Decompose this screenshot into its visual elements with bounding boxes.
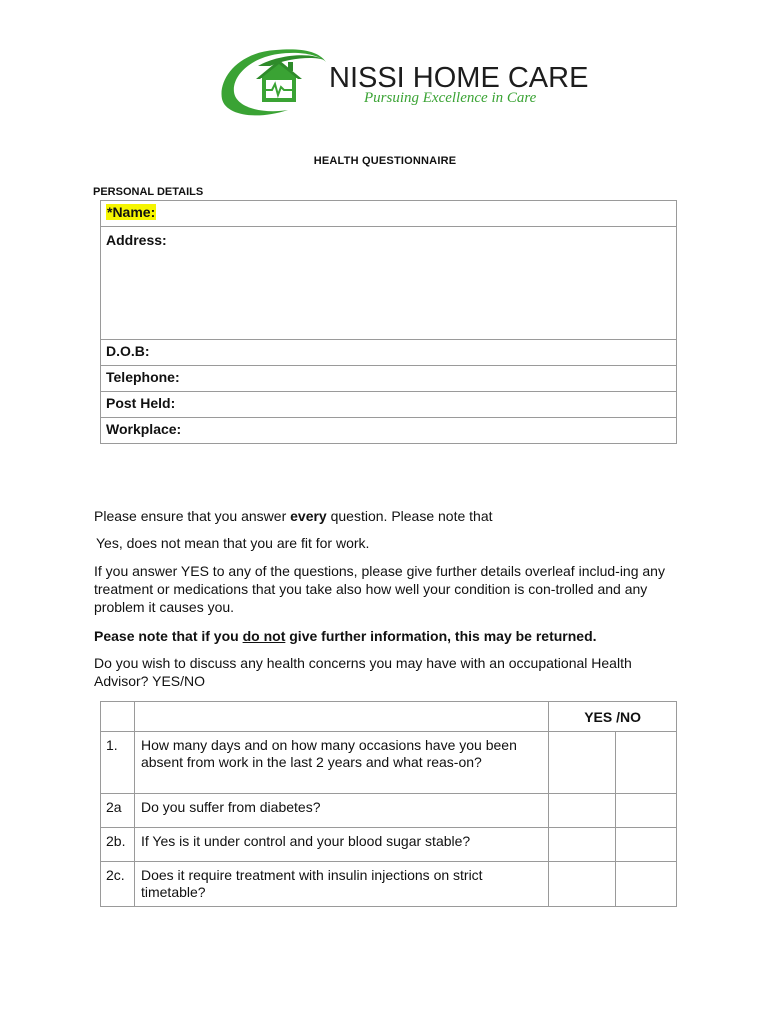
house-swoosh-icon <box>218 44 338 124</box>
question-text: How many days and on how many occasions have you been absent from work in the last 2 years and what reas-on? <box>134 732 548 794</box>
p1-text-start: Please ensure that you answer <box>94 508 291 524</box>
header-question-cell <box>134 702 548 732</box>
document-title: HEALTH QUESTIONNAIRE <box>313 155 457 167</box>
address-field[interactable] <box>101 227 677 340</box>
brand-name: NISSI HOME CARE <box>329 62 589 94</box>
instruction-paragraph-2: Yes, does not mean that you are fit for work. <box>96 535 370 551</box>
question-number: 2b. <box>101 828 135 862</box>
no-answer-cell[interactable] <box>616 862 677 907</box>
personal-details-table <box>100 200 677 444</box>
table-row <box>101 794 677 828</box>
post-held-field[interactable] <box>101 392 677 418</box>
p4-text-end: give further information, this may be returned. <box>285 628 597 644</box>
company-logo <box>218 44 589 124</box>
telephone-row[interactable] <box>101 366 677 392</box>
question-text: Does it require treatment with insulin injections on strict timetable? <box>134 862 548 907</box>
telephone-label: Telephone: <box>106 369 180 385</box>
question-number: 2c. <box>101 862 135 907</box>
question-number: 1. <box>101 732 135 794</box>
name-row[interactable] <box>101 201 677 227</box>
p1-emphasis: every <box>290 508 327 524</box>
instruction-paragraph-1 <box>94 507 684 525</box>
p1-text-end: question. Please note that <box>326 508 493 524</box>
telephone-field[interactable] <box>101 366 677 392</box>
table-row <box>101 862 677 907</box>
post-held-label: Post Held: <box>106 395 176 411</box>
header-yes-no: YES /NO <box>549 702 677 732</box>
address-row[interactable] <box>101 227 677 340</box>
questions-header-row <box>101 702 677 732</box>
name-field[interactable] <box>101 201 677 227</box>
yes-answer-cell[interactable] <box>549 862 616 907</box>
p4-text-start: Pease note that if you <box>94 628 243 644</box>
post-held-row[interactable] <box>101 392 677 418</box>
workplace-label: Workplace: <box>106 421 182 437</box>
yes-answer-cell[interactable] <box>549 828 616 862</box>
no-answer-cell[interactable] <box>616 828 677 862</box>
no-answer-cell[interactable] <box>616 732 677 794</box>
workplace-row[interactable] <box>101 418 677 444</box>
yes-answer-cell[interactable] <box>549 794 616 828</box>
yes-answer-cell[interactable] <box>549 732 616 794</box>
workplace-field[interactable] <box>101 418 677 444</box>
p4-underlined: do not <box>242 628 286 644</box>
dob-row[interactable] <box>101 340 677 366</box>
questions-table <box>100 701 677 907</box>
question-number: 2a <box>101 794 135 828</box>
instruction-paragraph-3: If you answer YES to any of the questions, please give further details overleaf includ-ing any treatment or medications that you take also how well your condition is con-trolled and any problem it causes you. <box>94 563 665 615</box>
header-num-cell <box>101 702 135 732</box>
warning-paragraph <box>94 627 684 645</box>
no-answer-cell[interactable] <box>616 794 677 828</box>
section-label-personal-details: PERSONAL DETAILS <box>93 186 204 198</box>
address-label: Address: <box>106 232 167 248</box>
dob-field[interactable] <box>101 340 677 366</box>
question-text: Do you suffer from diabetes? <box>134 794 548 828</box>
question-text: If Yes is it under control and your blood sugar stable? <box>134 828 548 862</box>
advisor-question: Do you wish to discuss any health concerns you may have with an occupational Health Advisor? YES/NO <box>94 655 632 689</box>
brand-tagline: Pursuing Excellence in Care <box>364 90 537 106</box>
table-row <box>101 828 677 862</box>
table-row <box>101 732 677 794</box>
dob-label: D.O.B: <box>106 343 150 359</box>
name-label: *Name: <box>107 204 156 220</box>
